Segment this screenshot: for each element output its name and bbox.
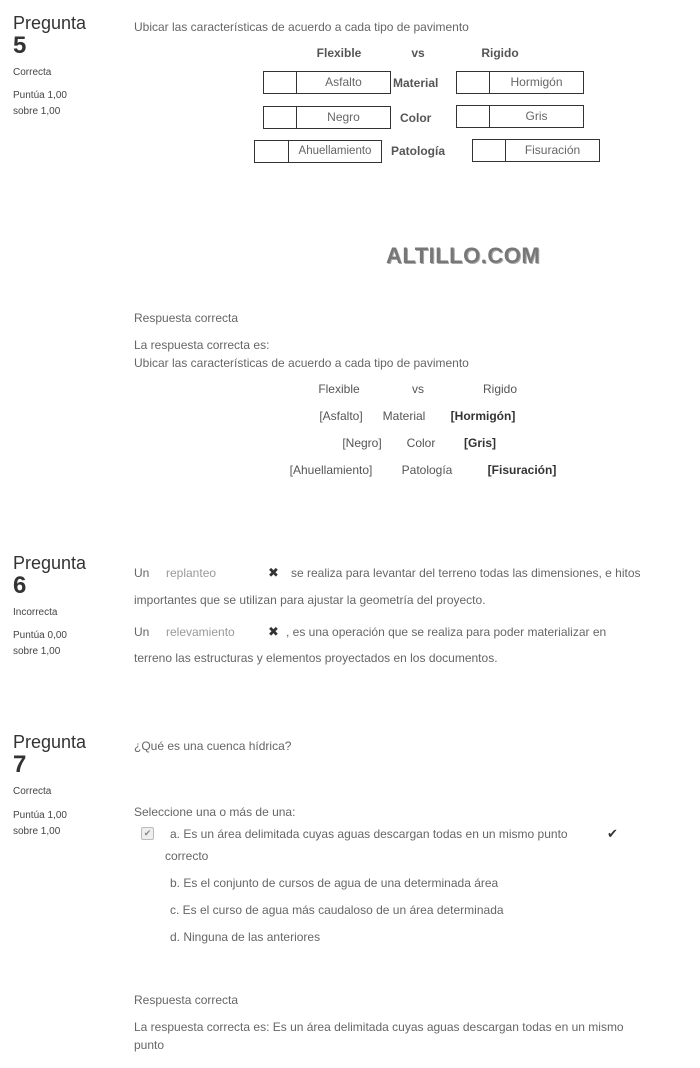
question-grade-line2: sobre 1,00 [13, 826, 61, 837]
answer-label-patologia: Patología [401, 463, 453, 477]
question-grade-line1: Puntúa 1,00 [13, 90, 67, 101]
drop-target-empty[interactable] [263, 106, 297, 129]
question-grade-line2: sobre 1,00 [13, 646, 61, 657]
row-label-material: Material [393, 76, 439, 90]
drop-answer-fisuracion[interactable]: Fisuración [505, 139, 600, 162]
header-rigido: Rigido [481, 46, 519, 60]
sentence-1-prefix: Un [134, 566, 150, 580]
option-a-label[interactable]: a. Es un área delimitada cuyas aguas descargan todas en un mismo punto [170, 827, 568, 841]
question-state: Incorrecta [13, 607, 58, 618]
incorrect-x-icon: ✖ [268, 565, 279, 580]
answer-header-vs: vs [412, 382, 424, 396]
question-grade-line2: sobre 1,00 [13, 106, 61, 117]
drop-target-empty[interactable] [456, 71, 490, 94]
drop-answer-asfalto[interactable]: Asfalto [296, 71, 391, 94]
header-flexible: Flexible [316, 46, 362, 60]
option-a-correct-tag: correcto [165, 849, 209, 863]
question-prompt: Ubicar las características de acuerdo a cada tipo de pavimento [134, 20, 469, 34]
question-prefix: Pregunta [13, 13, 87, 33]
incorrect-x-icon: ✖ [268, 624, 279, 639]
drop-answer-gris[interactable]: Gris [489, 105, 584, 128]
question-number: 6 [13, 572, 27, 599]
select-instruction: Seleccione una o más de una: [134, 805, 296, 819]
correct-answer-intro: La respuesta correcta es: [134, 338, 270, 352]
correct-check-icon: ✔ [607, 826, 618, 841]
question-prompt: ¿Qué es una cuenca hídrica? [134, 739, 292, 753]
drop-answer-ahuellamiento[interactable]: Ahuellamiento [288, 140, 382, 163]
option-c-label[interactable]: c. Es el curso de agua más caudaloso de un área determinada [170, 903, 504, 917]
question-number: 7 [13, 751, 27, 778]
correct-answer-line2: punto [134, 1038, 165, 1052]
question-state: Correcta [13, 786, 52, 797]
question-grade-line1: Puntúa 0,00 [13, 630, 67, 641]
sentence-1-text: se realiza para levantar del terreno todas las dimensiones, e hitos [291, 566, 641, 580]
sentence-2-text: , es una operación que se realiza para poder materializar en [286, 625, 607, 639]
gap-answer-1[interactable]: replanteo [166, 566, 217, 580]
answer-left-negro: [Negro] [342, 436, 382, 450]
answer-header-rigido: Rigido [482, 382, 518, 396]
drop-target-empty[interactable] [254, 140, 289, 163]
drop-target-empty[interactable] [472, 139, 506, 162]
answer-left-ahuellamiento: [Ahuellamiento] [289, 463, 373, 477]
answer-right-fisuracion: [Fisuración] [487, 463, 557, 477]
sentence-2-prefix: Un [134, 625, 150, 639]
option-b-label[interactable]: b. Es el conjunto de cursos de agua de una determinada área [170, 876, 499, 890]
sentence-1-continuation: importantes que se utilizan para ajustar la geometría del proyecto. [134, 593, 486, 607]
checkbox-option-a[interactable]: ✔ [141, 827, 154, 840]
question-state: Correcta [13, 67, 52, 78]
drop-answer-hormigon[interactable]: Hormigón [489, 71, 584, 94]
gap-answer-2[interactable]: relevamiento [166, 625, 235, 639]
sentence-2-continuation: terreno las estructuras y elementos proyectados en los documentos. [134, 651, 498, 665]
answer-label-color: Color [406, 436, 436, 450]
question-number: 5 [13, 32, 27, 59]
drop-target-empty[interactable] [263, 71, 297, 94]
correct-answer-prompt: Ubicar las características de acuerdo a cada tipo de pavimento [134, 356, 469, 370]
answer-header-flexible: Flexible [318, 382, 360, 396]
answer-right-hormigon: [Hormigón] [450, 409, 516, 423]
row-label-patologia: Patología [391, 144, 446, 158]
answer-label-material: Material [382, 409, 426, 423]
correct-answer-line1: La respuesta correcta es: Es un área delimitada cuyas aguas descargan todas en un mismo [134, 1020, 624, 1034]
question-grade-line1: Puntúa 1,00 [13, 810, 67, 821]
answer-left-asfalto: [Asfalto] [319, 409, 363, 423]
question-prefix: Pregunta [13, 732, 87, 752]
option-d-label[interactable]: d. Ninguna de las anteriores [170, 930, 321, 944]
watermark: ALTILLO.COM [386, 243, 541, 268]
question-prefix: Pregunta [13, 553, 87, 573]
drop-answer-negro[interactable]: Negro [296, 106, 391, 129]
row-label-color: Color [400, 111, 432, 125]
answer-right-gris: [Gris] [463, 436, 496, 450]
drop-target-empty[interactable] [456, 105, 490, 128]
feedback-text: Respuesta correcta [134, 311, 239, 325]
header-vs: vs [411, 46, 425, 60]
feedback-text: Respuesta correcta [134, 993, 239, 1007]
